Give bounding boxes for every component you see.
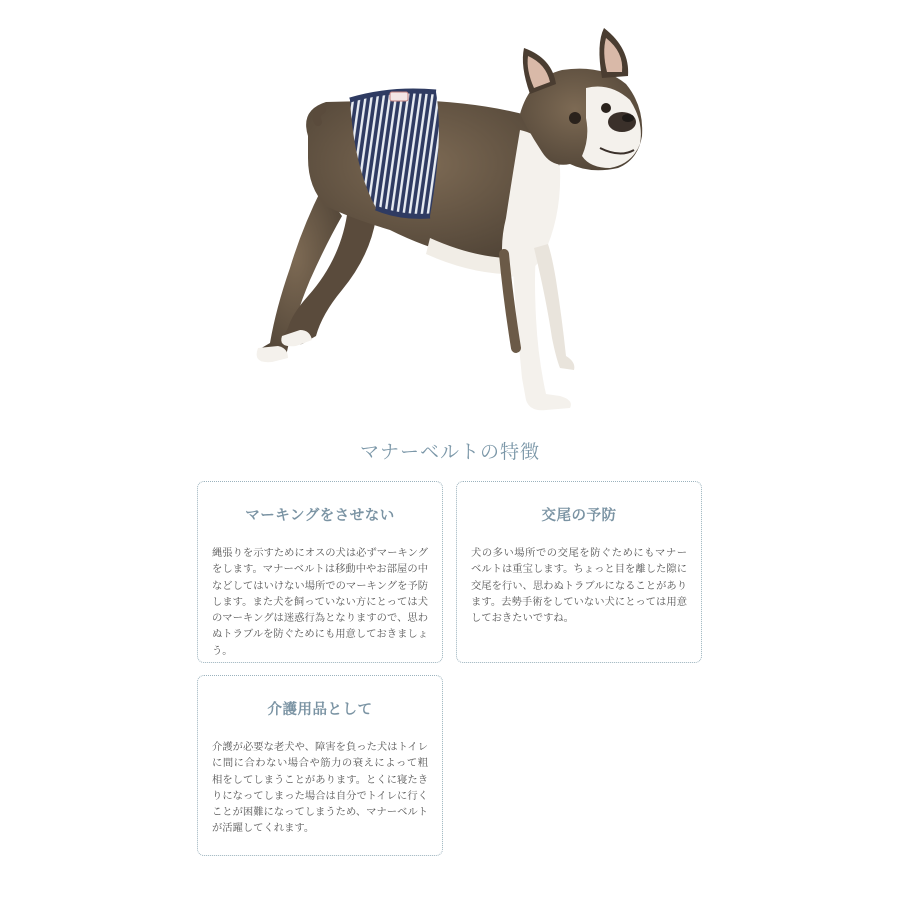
dog-with-belt-illustration — [230, 18, 670, 428]
feature-card-nursing-care — [197, 675, 443, 856]
feature-card-title: マーキングをさせない — [245, 508, 395, 524]
feature-card-mating-prevention — [456, 481, 702, 663]
feature-card-body: 縄張りを示すためにオスの犬は必ずマーキングをします。マナーベルトは移動中やお部屋の中などしてはいけない場所でのマーキングを予防します。また犬を飼っていない方にとっては犬のマーキングは迷惑行為となりますので、思わぬトラブルを防ぐためにも用意しておきましょう。 — [212, 547, 428, 657]
feature-card-marking — [197, 481, 443, 663]
feature-card-title: 介護用品として — [267, 702, 373, 718]
feature-card-body: 介護が必要な老犬や、障害を負った犬はトイレに間に合わない場合や筋力の衰えによって粗相をしてしまうことがあります。とくに寝たきりになってしまった場合は自分でトイレに行くことが困難になってしまうため、マナーベルトが活躍してくれます。 — [212, 741, 428, 835]
section-title: マナーベルトの特徴 — [359, 441, 540, 463]
feature-card-title: 交尾の予防 — [541, 508, 617, 524]
feature-card-body: 犬の多い場所での交尾を防ぐためにもマナーベルトは重宝します。ちょっと目を離した隙に交尾を行い、思わぬトラブルになることがあります。去勢手術をしていない犬にとっては用意しておきたいですね。 — [471, 547, 687, 625]
product-photo — [230, 18, 670, 428]
